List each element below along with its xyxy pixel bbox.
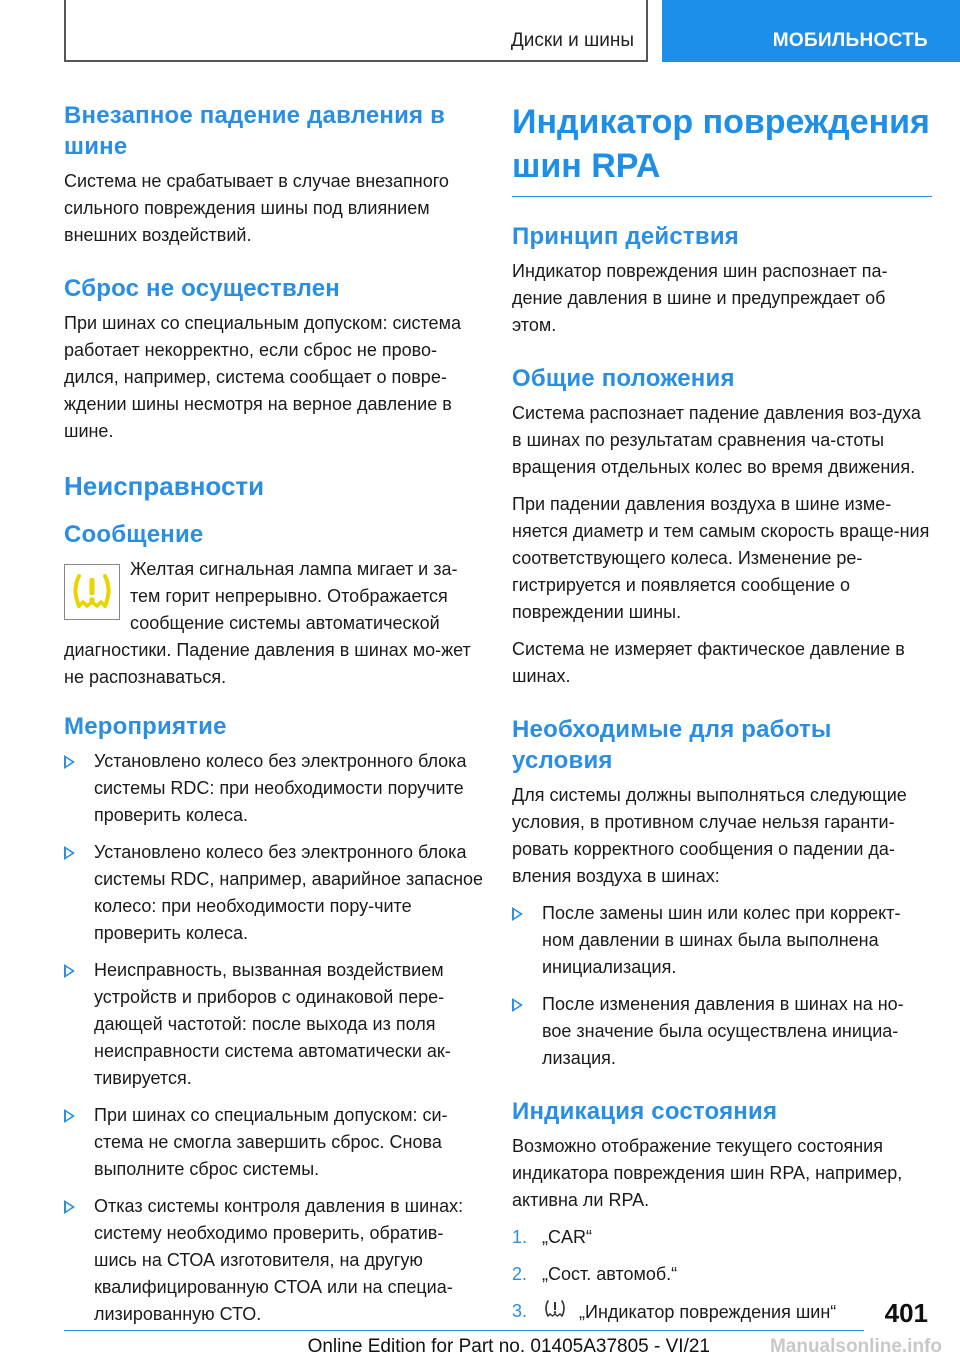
- list-item: Установлено колесо без электронного блока системы RDC: при необходимости поручите проверить колеса.: [64, 748, 484, 829]
- paragraph-requirements: Для системы должны выполняться следующие условия, в противном случае нельзя гаранти-ровать корректного сообщения о падении да-вления воздуха в шинах:: [512, 785, 907, 886]
- message-block: [64, 556, 484, 691]
- paragraph-general-info-1: Система распознает падение давления воз-духа в шинах по результатам сравнения ча-стоты вращения отдельных колес во время движения.: [512, 403, 921, 477]
- paragraph-operating-principle: Индикатор повреждения шин распознает па-дение давления в шине и предупреждает об этом.: [512, 261, 888, 335]
- footer-watermark: Manualsonline.info: [769, 1336, 942, 1357]
- header-chapter-box: [662, 0, 960, 62]
- tire-pressure-warning-icon: [64, 564, 120, 620]
- measure-list: [64, 748, 484, 1328]
- heading-general-info: Общие положения: [512, 365, 735, 392]
- bullet-triangle-icon: [64, 1200, 75, 1214]
- heading-measure: Мероприятие: [64, 713, 227, 740]
- bullet-triangle-icon: [64, 846, 75, 860]
- header-section-title: Диски и шины: [510, 30, 634, 51]
- bullet-triangle-icon: [512, 907, 523, 921]
- list-item: После изменения давления в шинах на но-вое значение была осуществлена инициа-лизация.: [512, 991, 932, 1072]
- header-section-box: [64, 0, 648, 62]
- left-column: [64, 100, 484, 1338]
- list-item: Отказ системы контроля давления в шинах: систему необходимо проверить, обратив-шись на СТОА изготовителя, на другую квалифицированную СТОА или на специа-лизированную СТО.: [64, 1193, 484, 1328]
- bullet-triangle-icon: [64, 755, 75, 769]
- footer-rule: [64, 1330, 864, 1331]
- list-item: Неисправность, вызванная воздействием устройств и приборов с одинаковой пере-дающей частотой: после выхода из поля неисправности система автоматически ак-тивируется.: [64, 957, 484, 1092]
- heading-message: Сообщение: [64, 521, 204, 548]
- paragraph-status-display: Возможно отображение текущего состояния индикатора повреждения шин RPA, например, активна ли RPA.: [512, 1136, 903, 1210]
- tire-pressure-small-icon: [542, 1298, 568, 1328]
- step-number: 1.: [512, 1227, 528, 1247]
- footer-edition: Online Edition for Part no. 01405A37805 - VI/21: [307, 1336, 710, 1357]
- paragraph-reset-not-done: При шинах со специальным допуском: система работает некорректно, если сброс не прово-дился, например, система сообщает о повре-ждении шины несмотря на верное давление в шине.: [64, 313, 461, 441]
- paragraph-general-info-3: Система не измеряет фактическое давление в шинах.: [512, 639, 905, 686]
- list-item: [512, 1261, 932, 1288]
- steps-list: [512, 1224, 932, 1328]
- heading-status-display: Индикация состояния: [512, 1098, 778, 1125]
- list-item: Установлено колесо без электронного блока системы RDC, например, аварийное запасное колесо: при необходимости пору-чите проверить колеса.: [64, 839, 484, 947]
- step-text: „Индикатор повреждения шин“: [579, 1301, 837, 1322]
- paragraph-message: Желтая сигнальная лампа мигает и за-тем горит непрерывно. Отображается сообщение системы автоматической диагностики. Падение давления в шинах мо-жет не распознаваться.: [64, 559, 471, 687]
- paragraph-sudden-pressure-drop: Система не срабатывает в случае внезапного сильного повреждения шины под влиянием внешних воздействий.: [64, 171, 449, 245]
- list-item: [512, 1298, 932, 1328]
- bullet-triangle-icon: [512, 998, 523, 1012]
- page-number: 401: [884, 1298, 928, 1328]
- paragraph-general-info-2: При падении давления воздуха в шине изме-няется диаметр и тем самым скорость враще-ния соответствующего колеса. Изменение ре-гистрируется и появляется сообщение о повреждении шины.: [512, 494, 930, 622]
- bullet-triangle-icon: [64, 1109, 75, 1123]
- heading-sudden-pressure-drop: Внезапное падение давления в шине: [64, 102, 446, 160]
- list-item: При шинах со специальным допуском: си-стема не смогла завершить сброс. Снова выполните сброс системы.: [64, 1102, 484, 1183]
- header-chapter-title: МОБИЛЬНОСТЬ: [772, 30, 928, 51]
- heading-requirements: Необходимые для работы условия: [512, 716, 832, 774]
- step-number: 2.: [512, 1264, 528, 1284]
- heading-rule: [512, 196, 932, 197]
- heading-reset-not-done: Сброс не осуществлен: [64, 275, 341, 302]
- heading-operating-principle: Принцип действия: [512, 223, 739, 250]
- step-text: „Сост. автомоб.“: [542, 1264, 678, 1284]
- bullet-triangle-icon: [64, 964, 75, 978]
- right-column: [512, 100, 932, 1338]
- requirements-list: [512, 900, 932, 1072]
- heading-rpa: Индикатор повреждения шин RPA: [512, 103, 930, 185]
- list-item: После замены шин или колес при коррект-ном давлении в шинах была выполнена инициализация.: [512, 900, 932, 981]
- heading-malfunctions: Неисправности: [64, 471, 265, 501]
- list-item: [512, 1224, 932, 1251]
- step-text: „CAR“: [542, 1227, 592, 1247]
- step-number: 3.: [512, 1301, 528, 1321]
